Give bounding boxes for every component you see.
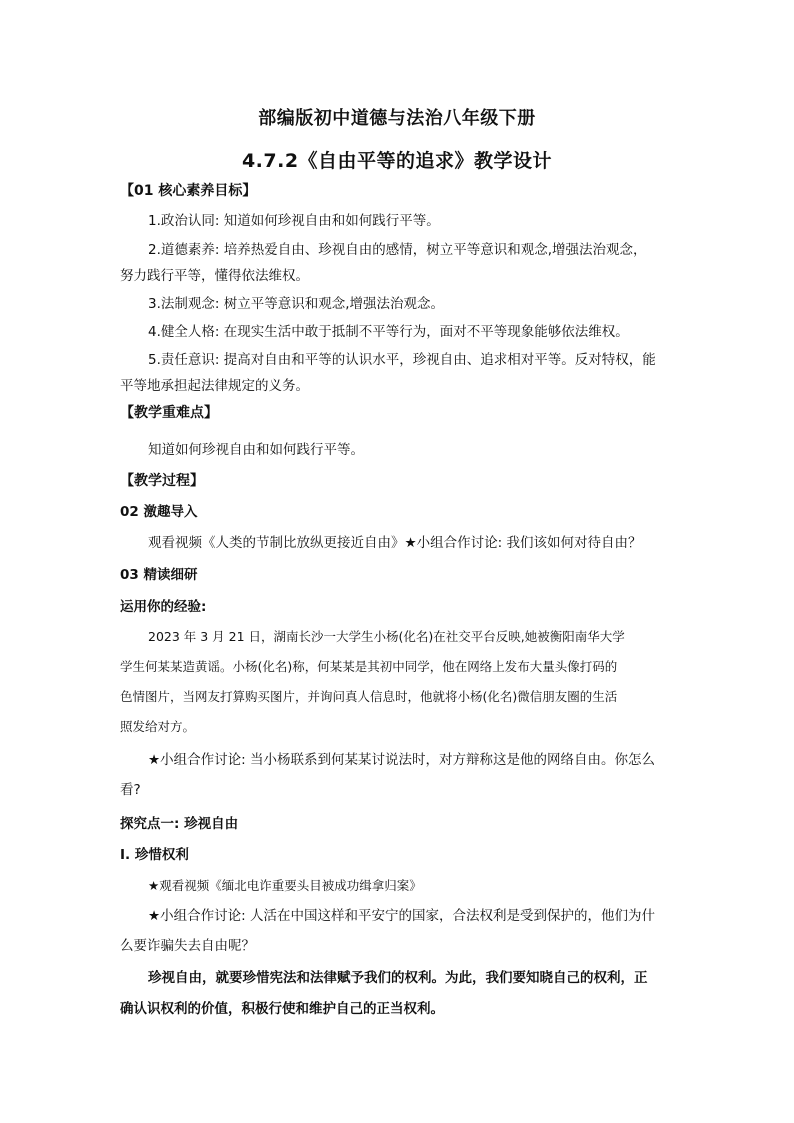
goal-4: 4.健全人格: 在现实生活中敢于抵制不平等行为，面对不平等现象能够依法维权。: [148, 324, 629, 340]
use-experience-heading: 运用你的经验:: [120, 599, 207, 615]
case-line-1: 2023 年 3 月 21 日，湖南长沙一大学生小杨(化名)在社交平台反映,她被衡阳南华大学: [148, 629, 625, 644]
goal-2-line-2: 努力践行平等，懂得依法维权。: [120, 268, 309, 284]
doc-title: 部编版初中道德与法治八年级下册: [258, 108, 536, 129]
key-points-text: 知道如何珍视自由和如何践行平等。: [148, 442, 364, 458]
case-line-3: 色情图片，当网友打算购买图片，并询问真人信息时，他就将小杨(化名)微信朋友圈的生活: [120, 689, 618, 704]
goal-5-line-1: 5.责任意识: 提高对自由和平等的认识水平，珍视自由、追求相对平等。反对特权，能: [148, 352, 656, 368]
section-heading-goals: 【01 核心素养目标】: [120, 183, 257, 199]
goal-2-line-1: 2.道德素养: 培养热爱自由、珍视自由的感情，树立平等意识和观念,增强法治观念，: [148, 242, 647, 258]
discussion-2-line-1: ★小组合作讨论: 人活在中国这样和平安宁的国家，合法权利是受到保护的，他们为什: [148, 908, 655, 924]
explore-point-1-heading: 探究点一: 珍视自由: [120, 816, 239, 832]
goal-3: 3.法制观念: 树立平等意识和观念,增强法治观念。: [148, 296, 445, 312]
step-03-heading: 03 精读细研: [120, 567, 198, 583]
discussion-1-line-2: 看?: [120, 782, 141, 798]
step-02-text: 观看视频《人类的节制比放纵更接近自由》★小组合作讨论: 我们该如何对待自由？: [148, 535, 642, 551]
case-line-2: 学生何某某造黄谣。小杨(化名)称，何某某是其初中同学，他在网络上发布大量头像打码的: [120, 659, 618, 674]
step-02-heading: 02 激趣导入: [120, 504, 198, 520]
subsection-1-heading: Ⅰ. 珍惜权利: [120, 847, 189, 863]
goal-5-line-2: 平等地承担起法律规定的义务。: [120, 378, 309, 394]
conclusion-line-1: 珍视自由，就要珍惜宪法和法律赋予我们的权利。为此，我们要知晓自己的权利，正: [148, 970, 648, 986]
goal-1: 1.政治认同: 知道如何珍视自由和如何践行平等。: [148, 213, 440, 229]
video-2-text: ★观看视频《缅北电诈重要头目被成功缉拿归案》: [148, 878, 422, 893]
conclusion-line-2: 确认识权利的价值，积极行使和维护自己的正当权利。: [120, 1001, 444, 1017]
section-heading-process: 【教学过程】: [120, 473, 204, 489]
section-heading-key-points: 【教学重难点】: [120, 405, 218, 421]
discussion-2-line-2: 么要诈骗失去自由呢？: [120, 938, 255, 954]
doc-subtitle: 4.7.2《自由平等的追求》教学设计: [241, 150, 553, 172]
case-line-4: 照发给对方。: [120, 719, 196, 734]
discussion-1-line-1: ★小组合作讨论: 当小杨联系到何某某讨说法时，对方辩称这是他的网络自由。你怎么: [148, 752, 655, 768]
